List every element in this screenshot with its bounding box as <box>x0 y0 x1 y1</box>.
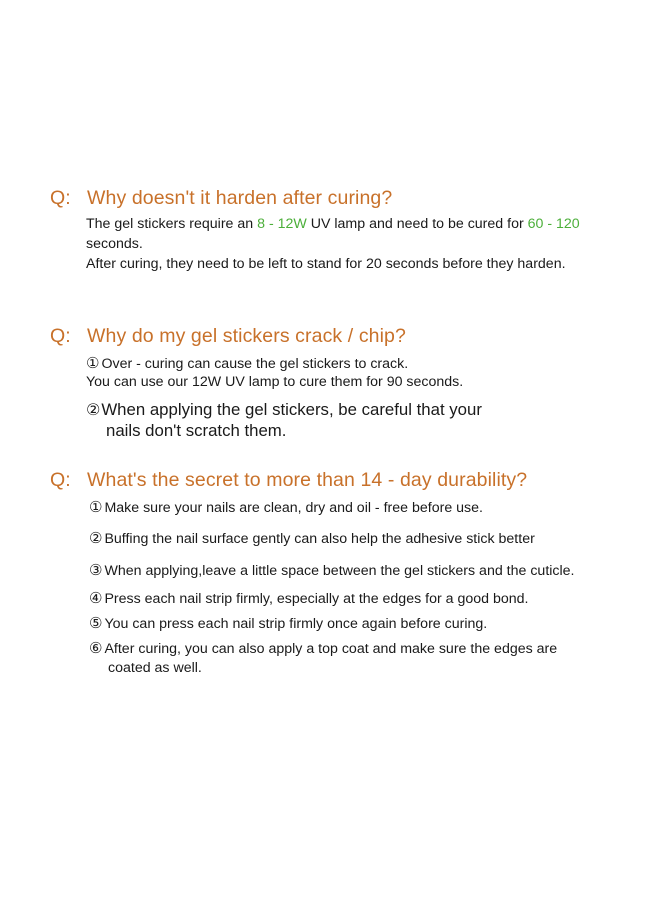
circled-number-4: ④ <box>89 589 103 607</box>
answer-2-line-3: ②When applying the gel stickers, be careful that your <box>86 400 482 419</box>
question-1 <box>50 187 392 210</box>
answer-1-line-1 <box>86 216 580 232</box>
circled-number-2: ② <box>89 529 103 547</box>
circled-number-1: ① <box>89 498 103 516</box>
question-2-text: Why do my gel stickers crack / chip? <box>87 325 406 347</box>
answer-3-line-1: ① Make sure your nails are clean, dry and oil - free before use. <box>89 498 483 516</box>
answer-3-line-4: ④ Press each nail strip firmly, especially at the edges for a good bond. <box>89 589 529 607</box>
question-2 <box>50 325 406 348</box>
text-segment: UV lamp and need to be cured for <box>306 216 528 232</box>
circled-number-2: ② <box>86 400 101 419</box>
text-segment: The gel stickers require an <box>86 216 258 232</box>
answer-3-line-6: ⑥ After curing, you can also apply a top coat and make sure the edges are <box>89 639 558 657</box>
circled-number-6: ⑥ <box>89 639 103 657</box>
answer-1-line-2: seconds. <box>86 236 143 252</box>
answer-2-line-2: You can use our 12W UV lamp to cure them for 90 seconds. <box>86 374 464 390</box>
circled-number-1: ① <box>86 354 100 372</box>
answer-3-line-7: coated as well. <box>108 660 202 676</box>
cure-time-highlight: 60 - 120 <box>527 216 580 232</box>
question-3-text: What's the secret to more than 14 - day durability? <box>87 469 528 491</box>
q-label: Q: <box>50 187 71 209</box>
question-1-text: Why doesn't it harden after curing? <box>87 187 393 209</box>
answer-2-line-4: nails don't scratch them. <box>106 421 287 440</box>
q-label: Q: <box>50 325 71 347</box>
answer-2-line-1: ① Over - curing can cause the gel stickers to crack. <box>86 354 409 372</box>
circled-number-3: ③ <box>89 561 103 579</box>
q-label: Q: <box>50 469 71 491</box>
answer-1-line-3: After curing, they need to be left to stand for 20 seconds before they harden. <box>86 256 566 272</box>
answer-3-line-2: ② Buffing the nail surface gently can also help the adhesive stick better <box>89 529 535 547</box>
answer-3-line-3: ③ When applying,leave a little space between the gel stickers and the cuticle. <box>89 561 575 579</box>
answer-3-line-5: ⑤ You can press each nail strip firmly once again before curing. <box>89 614 488 632</box>
question-3 <box>50 469 527 492</box>
circled-number-5: ⑤ <box>89 614 103 632</box>
lamp-wattage-highlight: 8 - 12W <box>257 216 307 232</box>
